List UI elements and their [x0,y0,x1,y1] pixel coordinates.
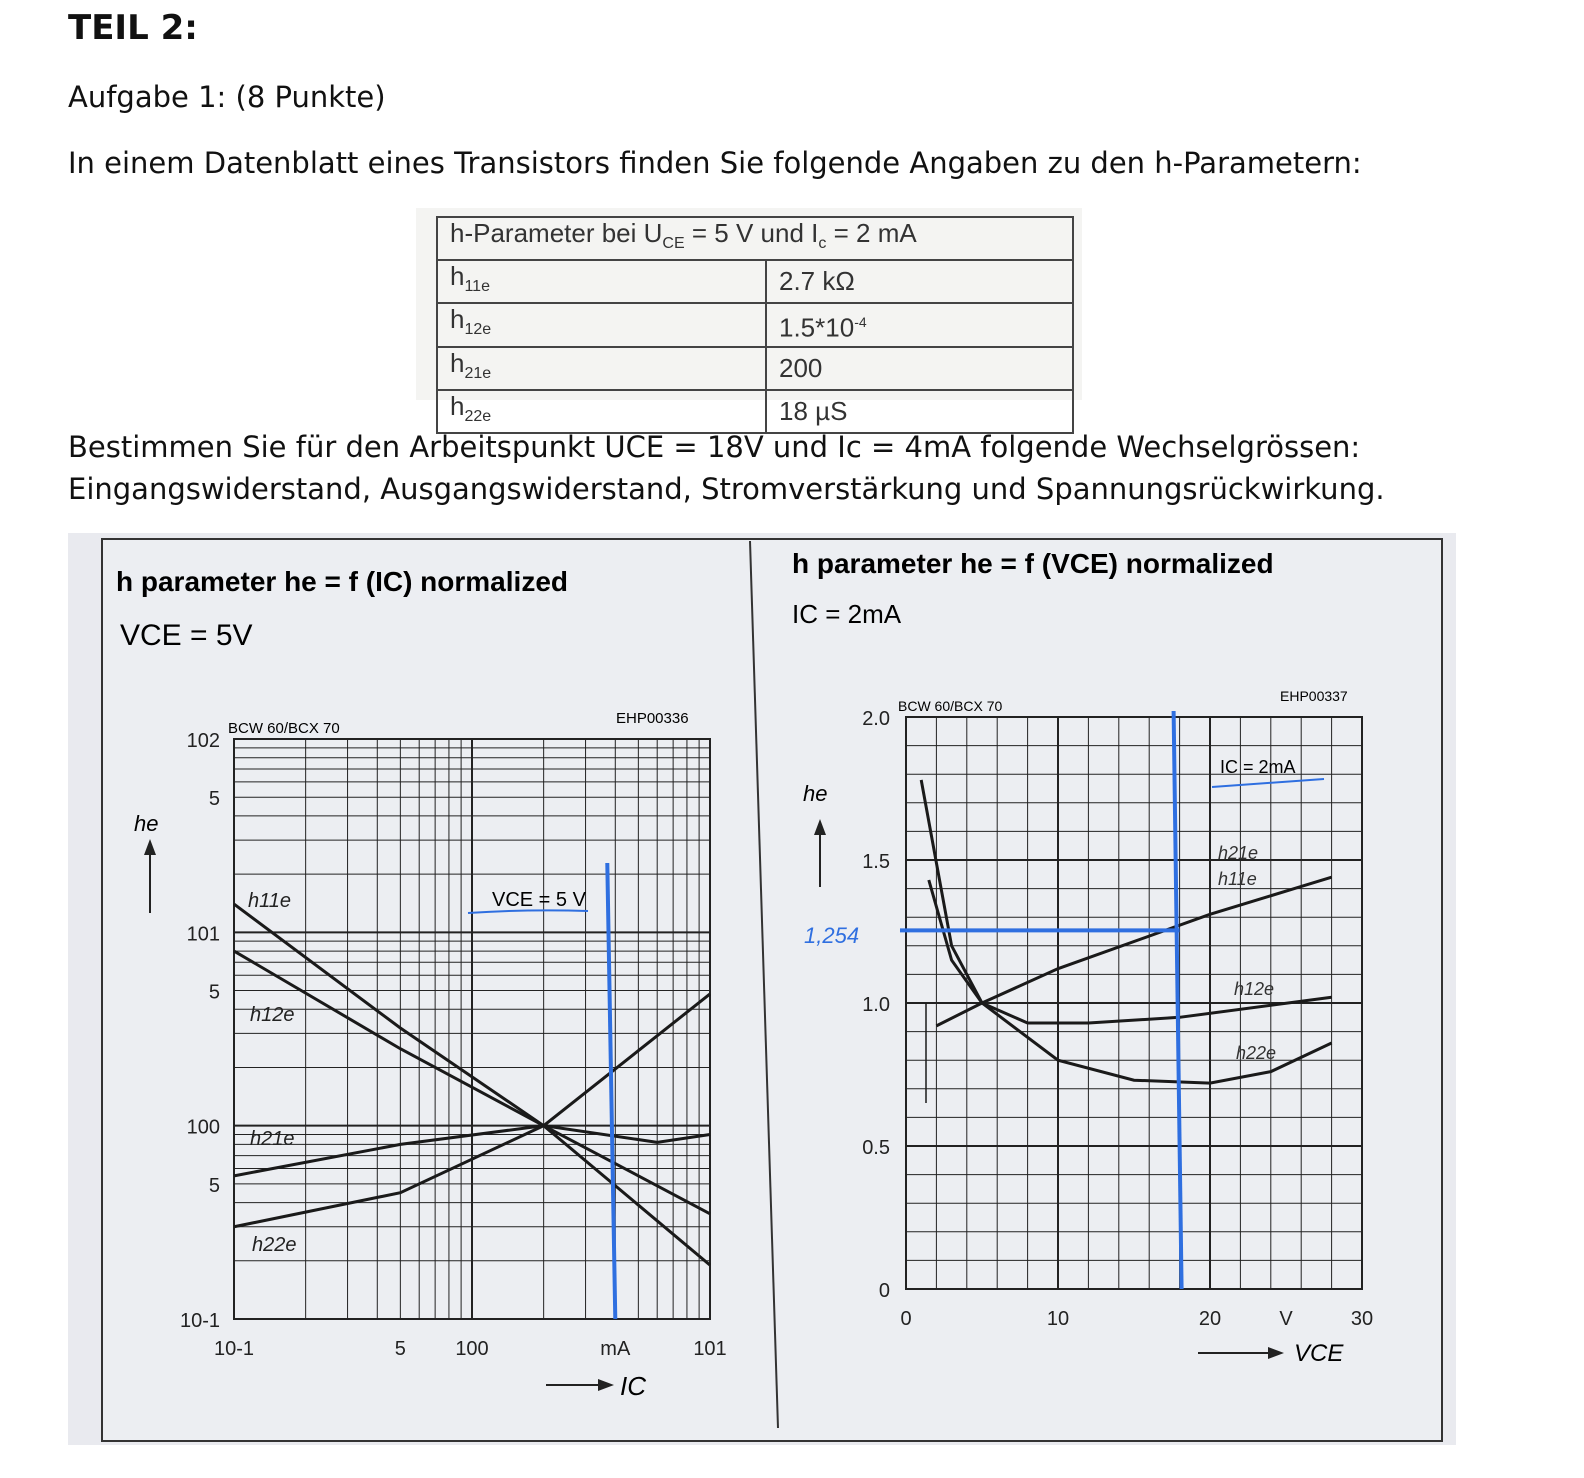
left-xlabel: IC [620,1371,646,1401]
right-chart-subtitle: IC = 2mA [792,599,902,629]
left-part-label: BCW 60/BCX 70 [228,720,340,737]
datasheet-figure-photo [68,533,1456,1445]
series-label: h11e [248,890,292,912]
left-chart-subtitle: VCE = 5V [120,619,253,652]
left-ylabel: he [134,811,159,836]
task-title: Aufgabe 1: (8 Punkte) [68,80,386,114]
y-tick-label: 1.5 [862,851,890,873]
right-code: EHP00337 [1280,688,1348,704]
x-tick-label: 30 [1350,1308,1374,1330]
y-tick-label: 5 [208,981,220,1004]
y-tick-label: 10-1 [179,1310,220,1332]
y-tick-label: 100 [186,1116,220,1139]
table-row: $h_{11e}$ 2.7 kΩ [437,260,1073,303]
right-legend-note: IC = 2mA [1220,757,1296,777]
x-tick-label: 0 [900,1308,912,1330]
series-label: h12e [250,1004,295,1026]
y-tick-label: 2.0 [862,708,890,730]
y-tick-label: 101 [186,923,220,946]
table-row: $h_{12e}$ $1.5*10^{-4}$ [437,303,1073,346]
left-chart-title: h parameter he = f (IC) normalized [116,566,568,597]
left-annotation: VCE = 5 V [492,889,586,911]
task-text-line-1: Bestimmen Sie für den Arbeitspunkt UCE = 18V und Ic = 4mA folgende Wechselgrössen: [68,430,1361,464]
datasheet-figure [68,533,1456,1445]
x-tick-label: 20 [1198,1308,1222,1330]
h-parameter-table-photo [416,208,1082,426]
series-label: h11e [1218,869,1257,889]
table-row: $h_{22e}$ 18 µS [437,390,1073,433]
series-label: h22e [1236,1043,1277,1063]
intro-text: In einem Datenblatt eines Transistors finden Sie folgende Angaben zu den h-Parametern: [68,146,1362,180]
h-parameter-table [436,216,1074,434]
x-tick-label: V [1279,1308,1293,1330]
y-tick-label: 102 [186,730,220,752]
y-tick-label: 0 [878,1280,890,1302]
x-tick-label: mA [600,1338,631,1360]
table-row: $h_{21e}$ 200 [437,347,1073,390]
left-code: EHP00336 [616,710,689,727]
x-tick-label: 100 [455,1338,489,1360]
right-ylabel: he [803,781,828,806]
x-tick-label: 10-1 [213,1338,255,1360]
y-tick-label: 5 [208,788,220,811]
series-label: h22e [252,1234,297,1256]
right-reading: 1,254 [804,923,860,948]
right-part-label: BCW 60/BCX 70 [898,698,1003,714]
series-label: h12e [1234,979,1275,999]
right-chart-title: h parameter he = f (VCE) normalized [792,548,1274,579]
y-tick-label: 0.5 [862,1137,890,1159]
series-label: h21e [1218,843,1259,863]
section-heading: TEIL 2: [68,8,198,48]
table-header: h-Parameter bei $U_{CE} = 5$ V und $I_c = 2$ mA [437,217,1073,260]
x-tick-label: 5 [394,1338,406,1360]
y-tick-label: 1.0 [862,994,890,1016]
task-text-line-2: Eingangswiderstand, Ausgangswiderstand, Stromverstärkung und Spannungsrückwirkung. [68,472,1385,506]
series-label: h21e [250,1128,295,1150]
right-xlabel: VCE [1294,1340,1344,1367]
x-tick-label: 101 [693,1338,727,1360]
y-tick-label: 5 [208,1174,220,1197]
x-tick-label: 10 [1046,1308,1070,1330]
